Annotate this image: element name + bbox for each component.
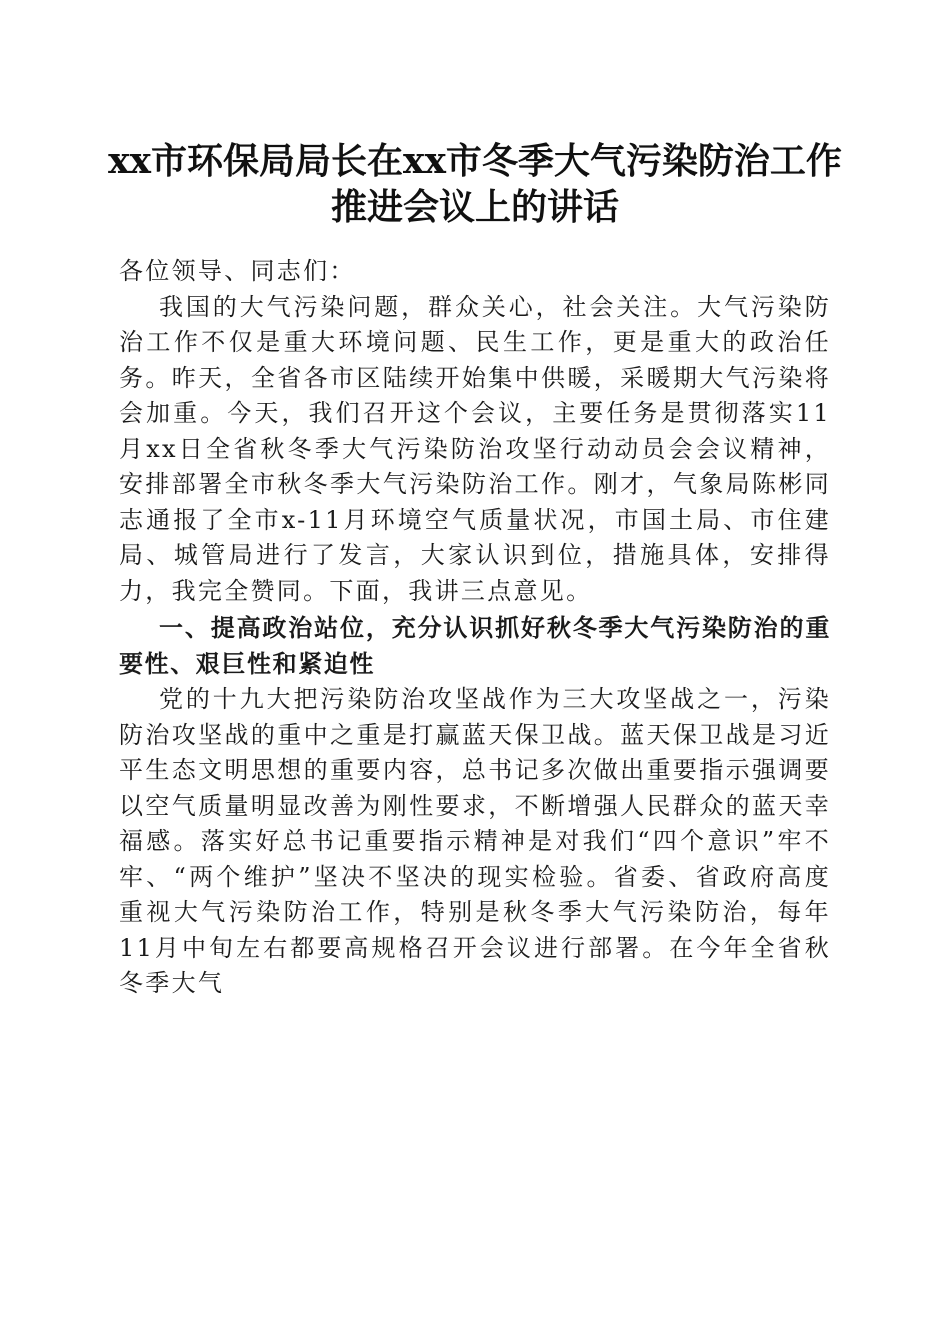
section-paragraph: 党的十九大把污染防治攻坚战作为三大攻坚战之一，污染防治攻坚战的重中之重是打赢蓝天保卫战。蓝天保卫战是习近平生态文明思想的重要内容，总书记多次做出重要指示强调要以空气质量明显改善为刚性要求，不断增强人民群众的蓝天幸福感。落实好总书记重要指示精神是对我们“四个意识”牢不牢、“两个维护”坚决不坚决的现实检验。省委、省政府高度重视大气污染防治工作，特别是秋冬季大气污染防治，每年11月中旬左右都要高规格召开会议进行部署。在今年全省秋冬季大气 [119, 685, 831, 997]
document-body [119, 254, 831, 1002]
intro-paragraph: 我国的大气污染问题，群众关心，社会关注。大气污染防治工作不仅是重大环境问题、民生工作，更是重大的政治任务。昨天，全省各市区陆续开始集中供暖，采暖期大气污染将会加重。今天，我们召开这个会议，主要任务是贯彻落实11月xx日全省秋冬季大气污染防治攻坚行动动员会会议精神，安排部署全市秋冬季大气污染防治工作。刚才，气象局陈彬同志通报了全市x-11月环境空气质量状况，市国土局、市住建局、城管局进行了发言，大家认识到位，措施具体，安排得力，我完全赞同。下面，我讲三点意见。 [119, 292, 831, 605]
document-title: xx市环保局局长在xx市冬季大气污染防治工作推进会议上的讲话 [108, 140, 842, 228]
salutation: 各位领导、同志们： [119, 257, 356, 285]
section-heading: 一、提高政治站位，充分认识抓好秋冬季大气污染防治的重要性、艰巨性和紧迫性 [119, 614, 831, 678]
